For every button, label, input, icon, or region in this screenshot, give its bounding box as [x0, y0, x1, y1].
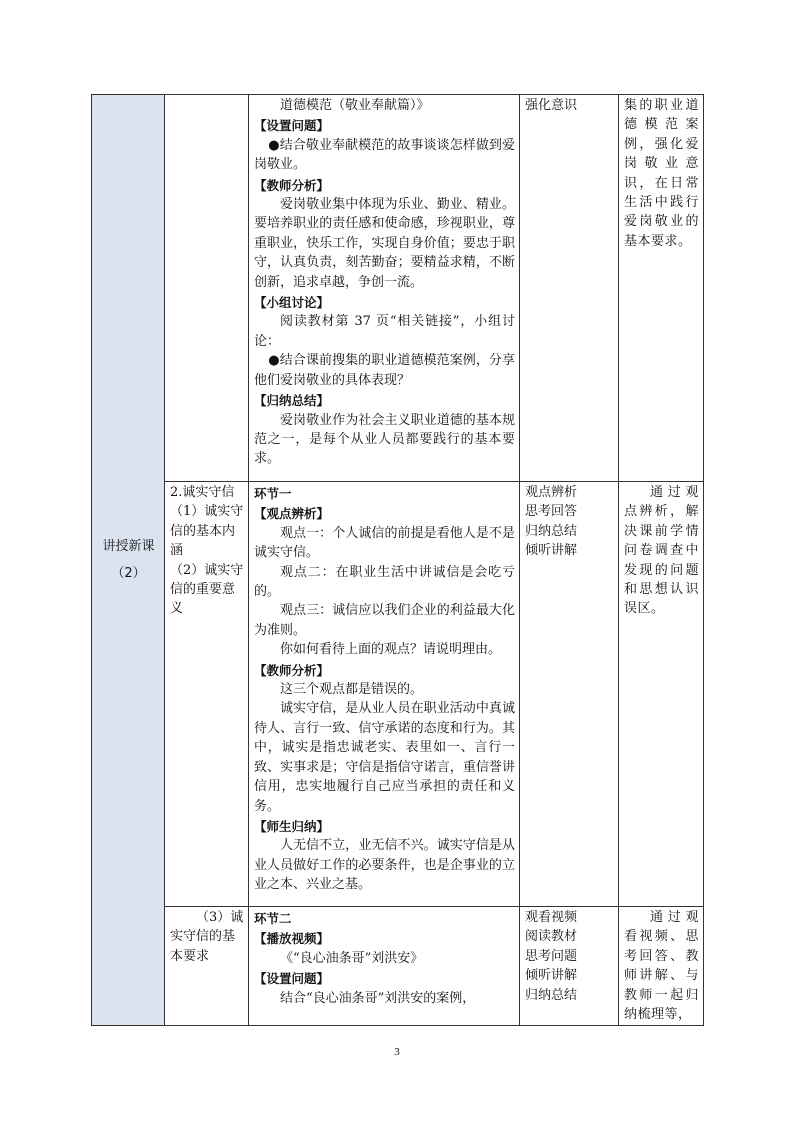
content-cell-3 [249, 907, 520, 1026]
topic-cell-1 [165, 95, 249, 482]
paragraph: 观点一：个人诚信的前提是看他人是不是诚实守信。 [254, 525, 515, 561]
table-row-1 [92, 95, 704, 482]
method-cell-3: 观看视频 阅读教材 思考问题 倾听讲解 归纳总结 [520, 907, 619, 1026]
intent-cell-3: 通过观看视频、思考回答、教师讲解、与教师一起归纳梳理等， [619, 907, 704, 1026]
phase-cell [92, 95, 165, 1026]
section-heading: 【设置问题】 [254, 971, 330, 987]
lesson-plan-table [91, 94, 704, 1026]
section-heading: 【播放视频】 [254, 931, 330, 947]
section-heading: 【师生归纳】 [254, 818, 330, 834]
section-heading: 【教师分析】 [254, 662, 330, 678]
paragraph: 人无信不立，业无信不兴。诚实守信是从业人员做好工作的必要条件，也是企事业的立业之本、兴业之基。 [254, 838, 515, 893]
paragraph: ●结合课前搜集的职业道德模范案例，分享他们爱岗敬业的具体表现？ [254, 353, 515, 388]
paragraph: 爱岗敬业集中体现为乐业、勤业、精业。要培养职业的责任感和使命感，珍视职业，尊重职业，快乐工作，实现自身价值；要忠于职守，认真负责，刻苦勤奋；要精益求精，不断创新，追求卓越，争创一流。 [254, 197, 515, 290]
method-cell-2: 观点辨析 思考回答 归纳总结 倾听讲解 [520, 482, 619, 907]
section-heading: 【小组讨论】 [254, 295, 330, 311]
paragraph: 你如何看待上面的观点？请说明理由。 [280, 642, 502, 658]
table-row-2 [92, 482, 704, 907]
paragraph: 《“良心油条哥”刘洪安》 [280, 950, 424, 966]
topic-cell-3: （3）诚实守信的基本要求 [165, 907, 249, 1026]
section-heading: 环节二 [254, 911, 292, 926]
paragraph: 观点二：在职业生活中讲诚信是会吃亏的。 [254, 564, 515, 600]
paragraph: 这三个观点都是错误的。 [280, 682, 424, 698]
paragraph: 诚实守信，是从业人员在职业活动中真诚待人、言行一致、信守承诺的态度和行为。其中，诚实是指忠诚老实、表里如一、言行一致、实事求是；守信是指信守诺言，重信誉讲信用，忠实地履行自己应当承担的责任和义务。 [254, 701, 515, 814]
content-cell-2 [249, 482, 520, 907]
intent-cell-1: 集的职业道德模范案例，强化爱岗敬业意识，在日常生活中践行爱岗敬业的基本要求。 [619, 95, 704, 482]
section-heading: 【设置问题】 [254, 118, 330, 134]
page-number: 3 [394, 1046, 400, 1058]
paragraph: ●结合敬业奉献模范的故事谈谈怎样做到爱岗敬业。 [254, 137, 515, 173]
table-row-3 [92, 907, 704, 1026]
paragraph: 阅读教材第 37 页“相关链接”，小组讨论： [254, 314, 515, 349]
content-cell-1 [249, 95, 520, 482]
phase-label: 讲授新课 [102, 539, 155, 555]
section-heading: 【归纳总结】 [254, 393, 330, 409]
paragraph: 道德模范（敬业奉献篇）》 [280, 98, 430, 113]
section-heading: 【观点辨析】 [254, 506, 330, 522]
intent-cell-2: 通过观点辨析，解决课前学情问卷调查中发现的问题和思想认识误区。 [619, 482, 704, 907]
method-cell-1: 强化意识 [520, 95, 619, 482]
paragraph: 结合“良心油条哥”刘洪安的案例， [280, 990, 476, 1006]
paragraph: 观点三：诚信应以我们企业的利益最大化为准则。 [254, 603, 515, 638]
topic-cell-2: 2.诚实守信 （1）诚实守信的基本内涵 （2）诚实守信的重要意义 [165, 482, 249, 907]
section-heading: 【教师分析】 [254, 177, 330, 193]
phase-sub: （2） [111, 565, 146, 581]
section-heading: 环节一 [254, 486, 292, 501]
paragraph: 爱岗敬业作为社会主义职业道德的基本规范之一，是每个从业人员都要践行的基本要求。 [254, 412, 515, 467]
